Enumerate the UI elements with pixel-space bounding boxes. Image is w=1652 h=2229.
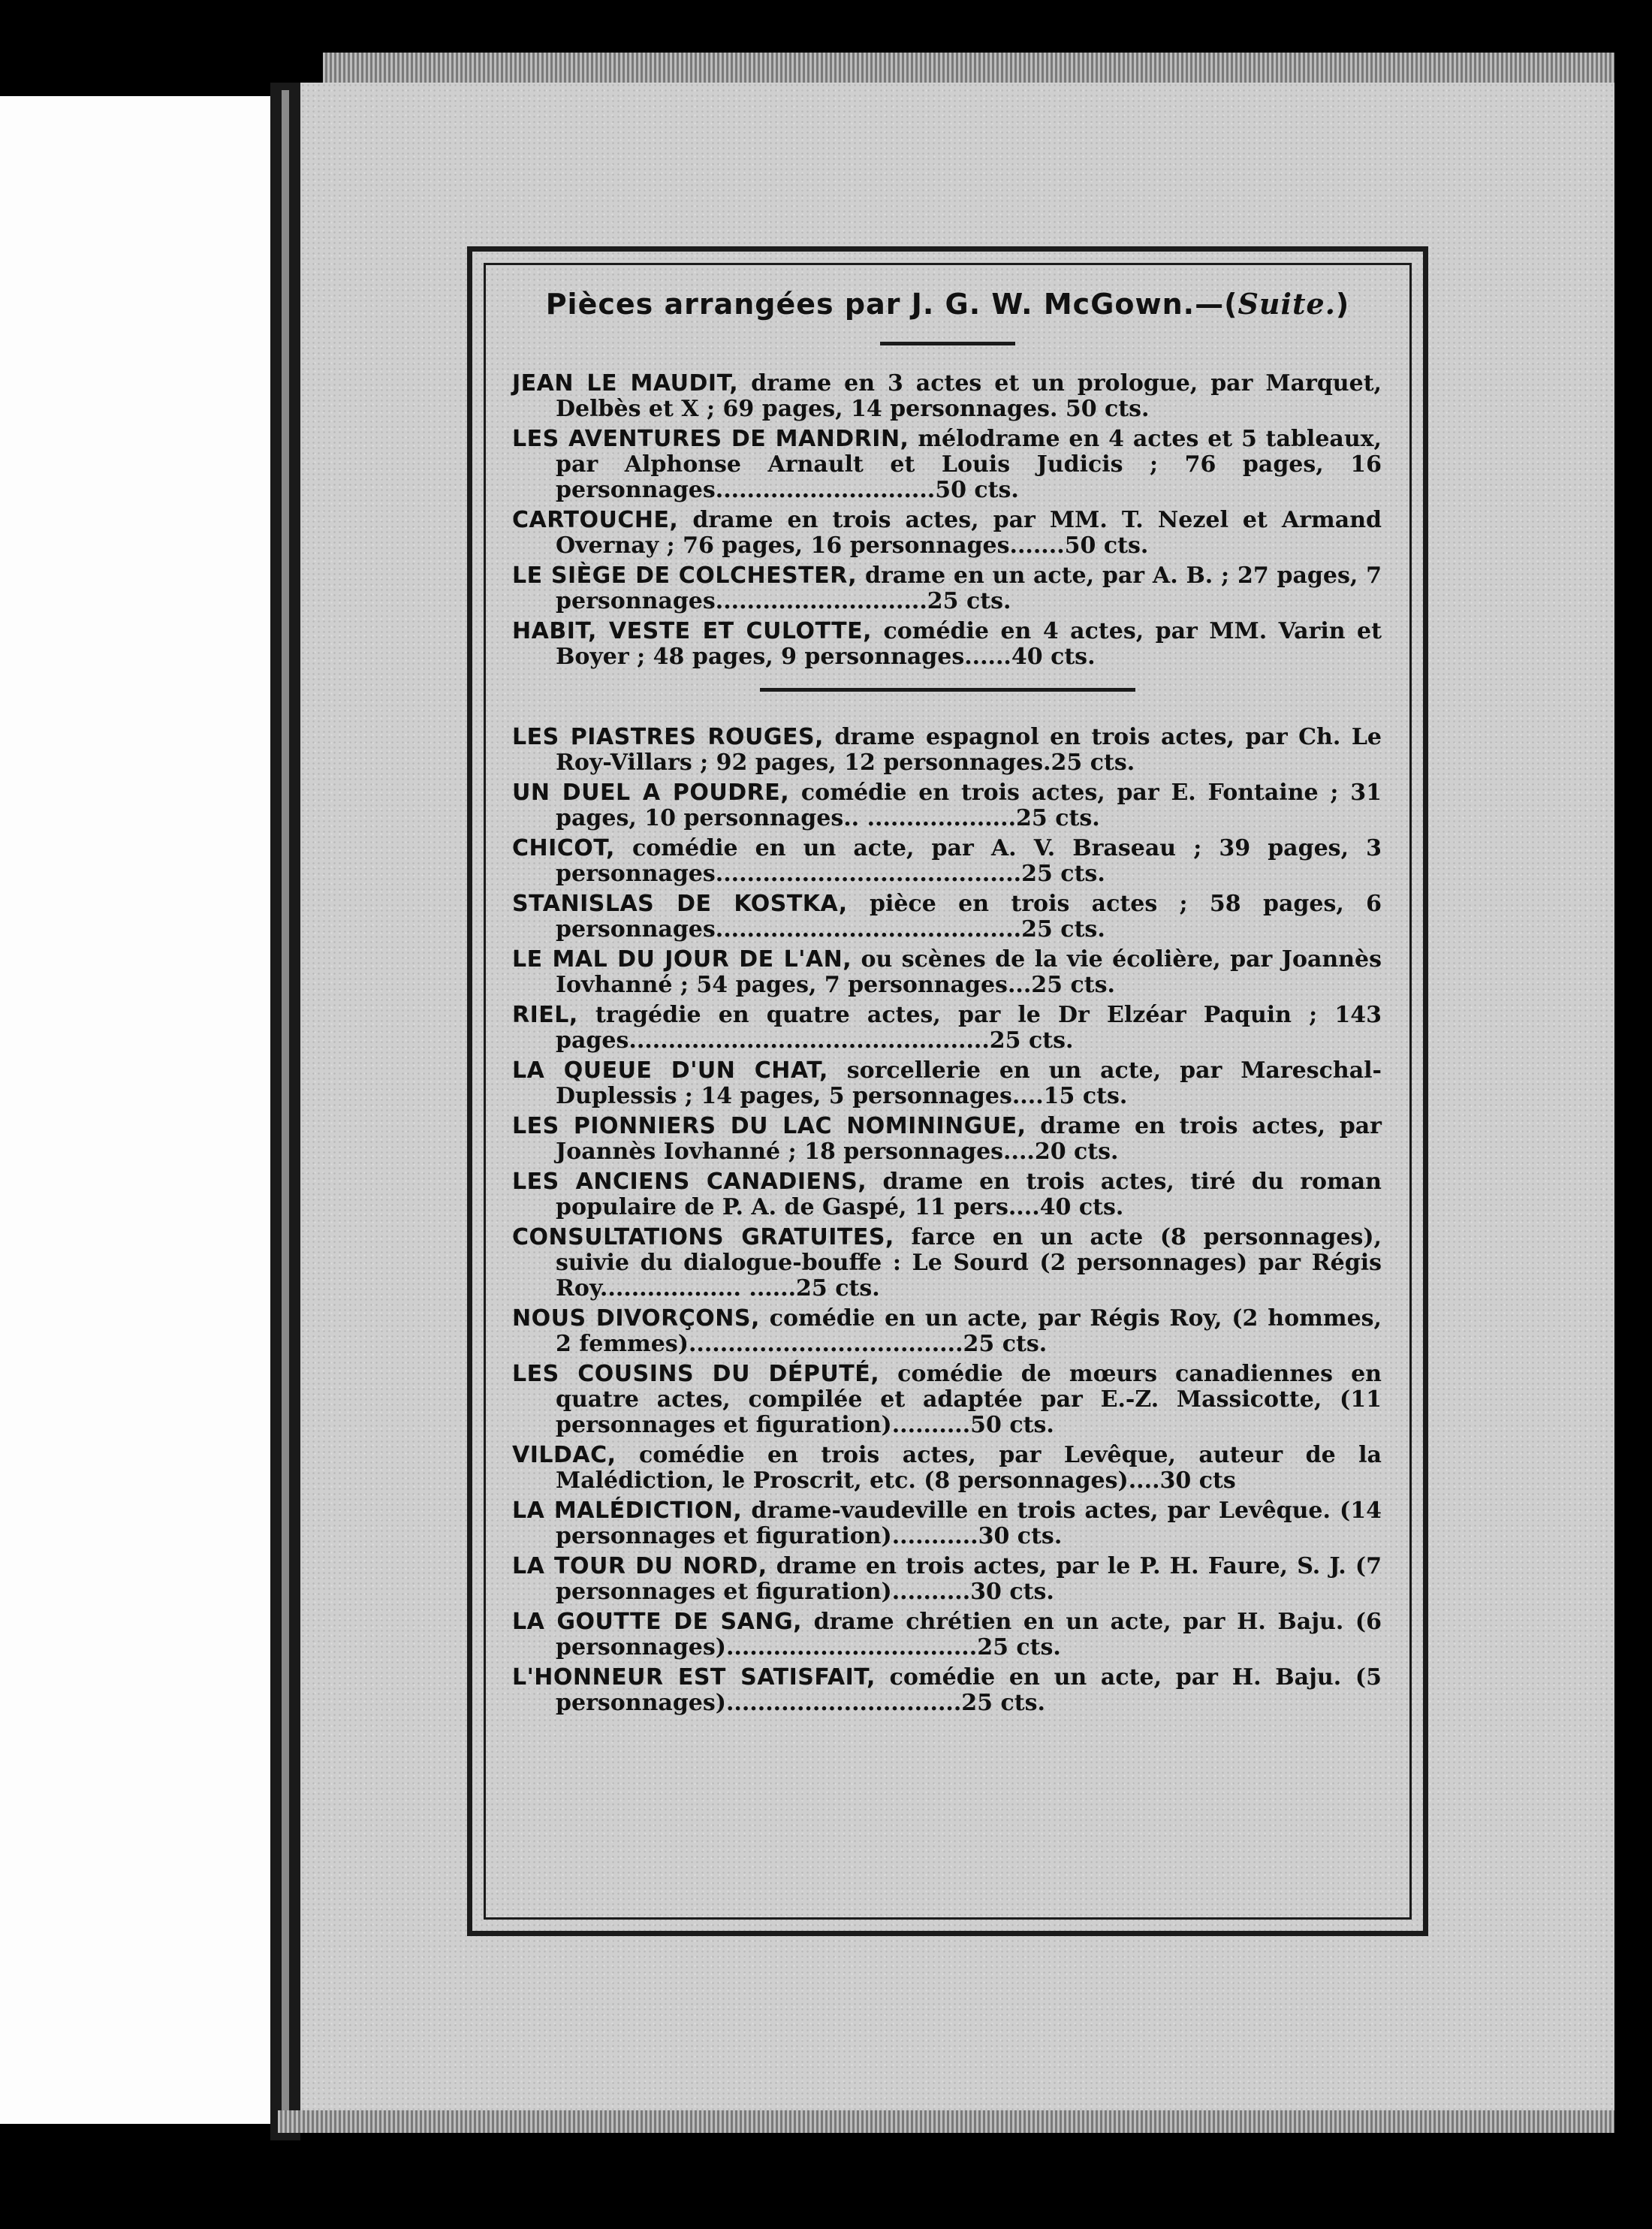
section-divider <box>760 688 1135 692</box>
page-edge-bottom <box>278 2110 1614 2133</box>
play-description: comédie en trois actes, par E. Fontaine ; 31 pages, 10 personnages.. ...................25 cts. <box>556 780 1382 831</box>
play-description: drame en trois actes, par le P. H. Faure, S. J. (7 personnages et figuration)..........30 cts. <box>556 1553 1382 1605</box>
play-entry <box>503 891 1392 943</box>
play-entry <box>503 1114 1392 1165</box>
play-title: LES PIONNIERS DU LAC NOMININGUE, <box>512 1113 1026 1139</box>
play-entry <box>503 427 1392 503</box>
play-title: NOUS DIVORÇONS, <box>512 1305 760 1332</box>
play-entry <box>503 563 1392 614</box>
play-entry <box>503 725 1392 776</box>
play-description: pièce en trois actes ; 58 pages, 6 personnages.......................................25 cts. <box>556 891 1382 943</box>
play-description: drame espagnol en trois actes, par Ch. Le Roy-Villars ; 92 pages, 12 personnages.25 cts. <box>556 724 1382 776</box>
play-entry <box>503 1225 1392 1302</box>
play-entry <box>503 780 1392 831</box>
play-title: UN DUEL A POUDRE, <box>512 780 790 806</box>
play-title: CONSULTATIONS GRATUITES, <box>512 1224 894 1250</box>
gutter-edge <box>282 90 289 2133</box>
play-description: comédie de mœurs canadiennes en quatre actes, compilée et adaptée par E.-Z. Massicotte, (11 personnages et figuration)..........50 cts. <box>556 1361 1382 1438</box>
title-rule <box>880 342 1015 345</box>
play-title: LE MAL DU JOUR DE L'AN, <box>512 946 852 973</box>
play-description: comédie en trois actes, par Levêque, auteur de la Malédiction, le Proscrit, etc. (8 personnages)....30 cts <box>556 1442 1382 1494</box>
play-entry <box>503 1443 1392 1494</box>
catalogue-content <box>503 284 1392 1721</box>
play-title: LES ANCIENS CANADIENS, <box>512 1169 867 1195</box>
play-title: LA GOUTTE DE SANG, <box>512 1609 803 1635</box>
facing-page <box>0 96 270 2124</box>
play-title: LES COUSINS DU DÉPUTÉ, <box>512 1361 880 1387</box>
play-description: drame en un acte, par A. B. ; 27 pages, 7 personnages...........................25 cts. <box>556 563 1382 614</box>
play-entry <box>503 1362 1392 1438</box>
play-entry <box>503 619 1392 670</box>
play-entry <box>503 371 1392 422</box>
play-list-first <box>503 371 1392 670</box>
play-entry <box>503 1665 1392 1716</box>
play-title: LES AVENTURES DE MANDRIN, <box>512 426 909 452</box>
play-description: drame en trois actes, tiré du roman populaire de P. A. de Gaspé, 11 pers....40 cts. <box>556 1169 1382 1220</box>
play-description: ou scènes de la vie écolière, par Joannès Iovhanné ; 54 pages, 7 personnages...25 cts. <box>556 946 1382 998</box>
play-description: sorcellerie en un acte, par Mareschal-Duplessis ; 14 pages, 5 personnages....15 cts. <box>556 1057 1382 1109</box>
play-title: LA QUEUE D'UN CHAT, <box>512 1057 828 1084</box>
play-title: HABIT, VESTE ET CULOTTE, <box>512 618 872 644</box>
play-title: LA TOUR DU NORD, <box>512 1553 767 1579</box>
play-description: comédie en un acte, par A. V. Braseau ; 39 pages, 3 personnages.......................................25 cts. <box>556 835 1382 887</box>
play-title: LA MALÉDICTION, <box>512 1498 743 1524</box>
play-entry <box>503 1554 1392 1605</box>
play-entry <box>503 1169 1392 1220</box>
play-description: comédie en 4 actes, par MM. Varin et Boyer ; 48 pages, 9 personnages......40 cts. <box>556 618 1382 670</box>
play-entry <box>503 1306 1392 1357</box>
play-entry <box>503 1609 1392 1660</box>
page-edge-top <box>323 53 1614 83</box>
play-title: CHICOT, <box>512 835 615 861</box>
play-description: drame en trois actes, par Joannès Iovhanné ; 18 personnages....20 cts. <box>556 1113 1382 1165</box>
play-entry <box>503 1058 1392 1109</box>
play-title: VILDAC, <box>512 1442 616 1468</box>
play-title: STANISLAS DE KOSTKA, <box>512 891 848 917</box>
play-description: farce en un acte (8 personnages), suivie du dialogue-bouffe : Le Sourd (2 personnages) par Régis Roy.................. ......25 cts. <box>556 1224 1382 1302</box>
play-entry <box>503 947 1392 998</box>
play-entry <box>503 1003 1392 1054</box>
play-entry <box>503 836 1392 887</box>
play-description: tragédie en quatre actes, par le Dr Elzéar Paquin ; 143 pages..............................................25 cts. <box>556 1002 1382 1054</box>
play-description: drame en trois actes, par MM. T. Nezel et Armand Overnay ; 76 pages, 16 personnages.......50 cts. <box>556 507 1382 559</box>
play-entry <box>503 1498 1392 1549</box>
play-description: drame en 3 actes et un prologue, par Marquet, Delbès et X ; 69 pages, 14 personnages. 50 cts. <box>556 370 1382 422</box>
play-title: JEAN LE MAUDIT, <box>512 370 739 397</box>
play-description: mélodrame en 4 actes et 5 tableaux, par Alphonse Arnault et Louis Judicis ; 76 pages, 16 personnages............................50 cts. <box>556 426 1382 503</box>
play-description: comédie en un acte, par Régis Roy, (2 hommes, 2 femmes)...................................25 cts. <box>556 1305 1382 1357</box>
play-description: drame chrétien en un acte, par H. Baju. (6 personnages)................................25 cts. <box>556 1609 1382 1660</box>
play-title: L'HONNEUR EST SATISFAIT, <box>512 1664 876 1691</box>
play-title: RIEL, <box>512 1002 578 1028</box>
play-description: drame-vaudeville en trois actes, par Levêque. (14 personnages et figuration)...........30 cts. <box>556 1498 1382 1549</box>
play-description: comédie en un acte, par H. Baju. (5 personnages)..............................25 cts. <box>556 1664 1382 1716</box>
page-title: Pièces arrangées par J. G. W. McGown.—(Suite.) <box>545 287 1350 321</box>
play-title: CARTOUCHE, <box>512 507 679 533</box>
play-entry <box>503 508 1392 559</box>
play-title: LES PIASTRES ROUGES, <box>512 724 824 750</box>
play-list-second <box>503 725 1392 1716</box>
play-title: LE SIÈGE DE COLCHESTER, <box>512 563 858 589</box>
